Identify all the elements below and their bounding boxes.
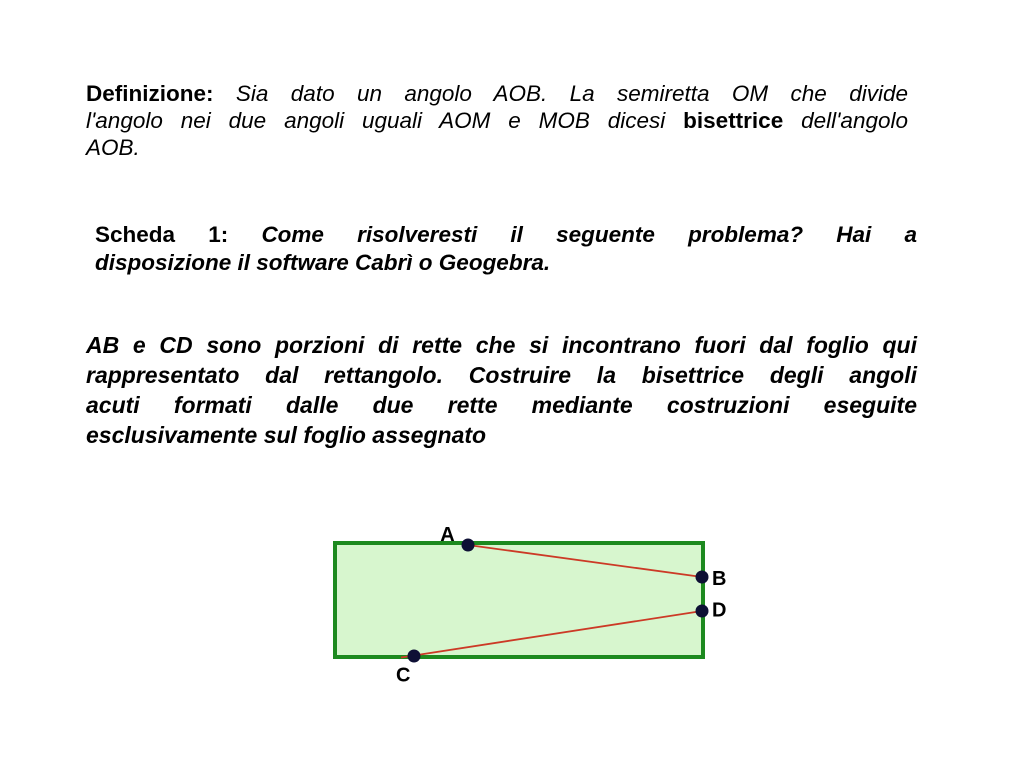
scheda-line1-text: Come risolveresti il seguente problema? Hai a	[261, 222, 917, 247]
point-c-label: C	[396, 664, 411, 687]
text-line: rappresentato dal rettangolo. Costruire la bisettrice degli angoli	[86, 362, 917, 388]
definizione-lead: Definizione:	[86, 81, 214, 106]
point-b	[696, 571, 709, 584]
definizione-paragraph	[86, 80, 908, 161]
geometry-figure	[330, 515, 730, 695]
definizione-line2-pre: l'angolo nei due angoli uguali AOM e MOB dicesi	[86, 108, 666, 133]
scheda-paragraph	[95, 221, 917, 276]
definizione-line3: AOB.	[86, 135, 140, 160]
point-d	[696, 605, 709, 618]
point-b-label: B	[712, 568, 727, 590]
point-a	[462, 539, 475, 552]
point-a-label: A	[440, 524, 455, 546]
text-line	[95, 221, 917, 249]
text-line	[95, 249, 917, 277]
text-line: esclusivamente sul foglio assegnato	[86, 422, 487, 448]
scheda-line2: disposizione il software Cabrì o Geogebra.	[95, 249, 551, 275]
text-line	[86, 80, 908, 107]
definizione-bold-word: bisettrice	[683, 108, 784, 133]
definizione-line1-text: Sia dato un angolo AOB. La semiretta OM che divide	[235, 81, 908, 106]
text-line	[86, 134, 908, 161]
point-d-label: D	[712, 599, 727, 622]
point-c	[408, 650, 421, 663]
definizione-line2-post: dell'angolo	[801, 108, 908, 133]
text-line: AB e CD sono porzioni di rette che si incontrano fuori dal foglio qui	[86, 332, 917, 358]
text-line: acuti formati dalle due rette mediante costruzioni eseguite	[86, 392, 917, 418]
scheda-lead: Scheda 1:	[95, 222, 229, 247]
problema-paragraph	[86, 330, 917, 450]
text-line	[86, 107, 908, 134]
